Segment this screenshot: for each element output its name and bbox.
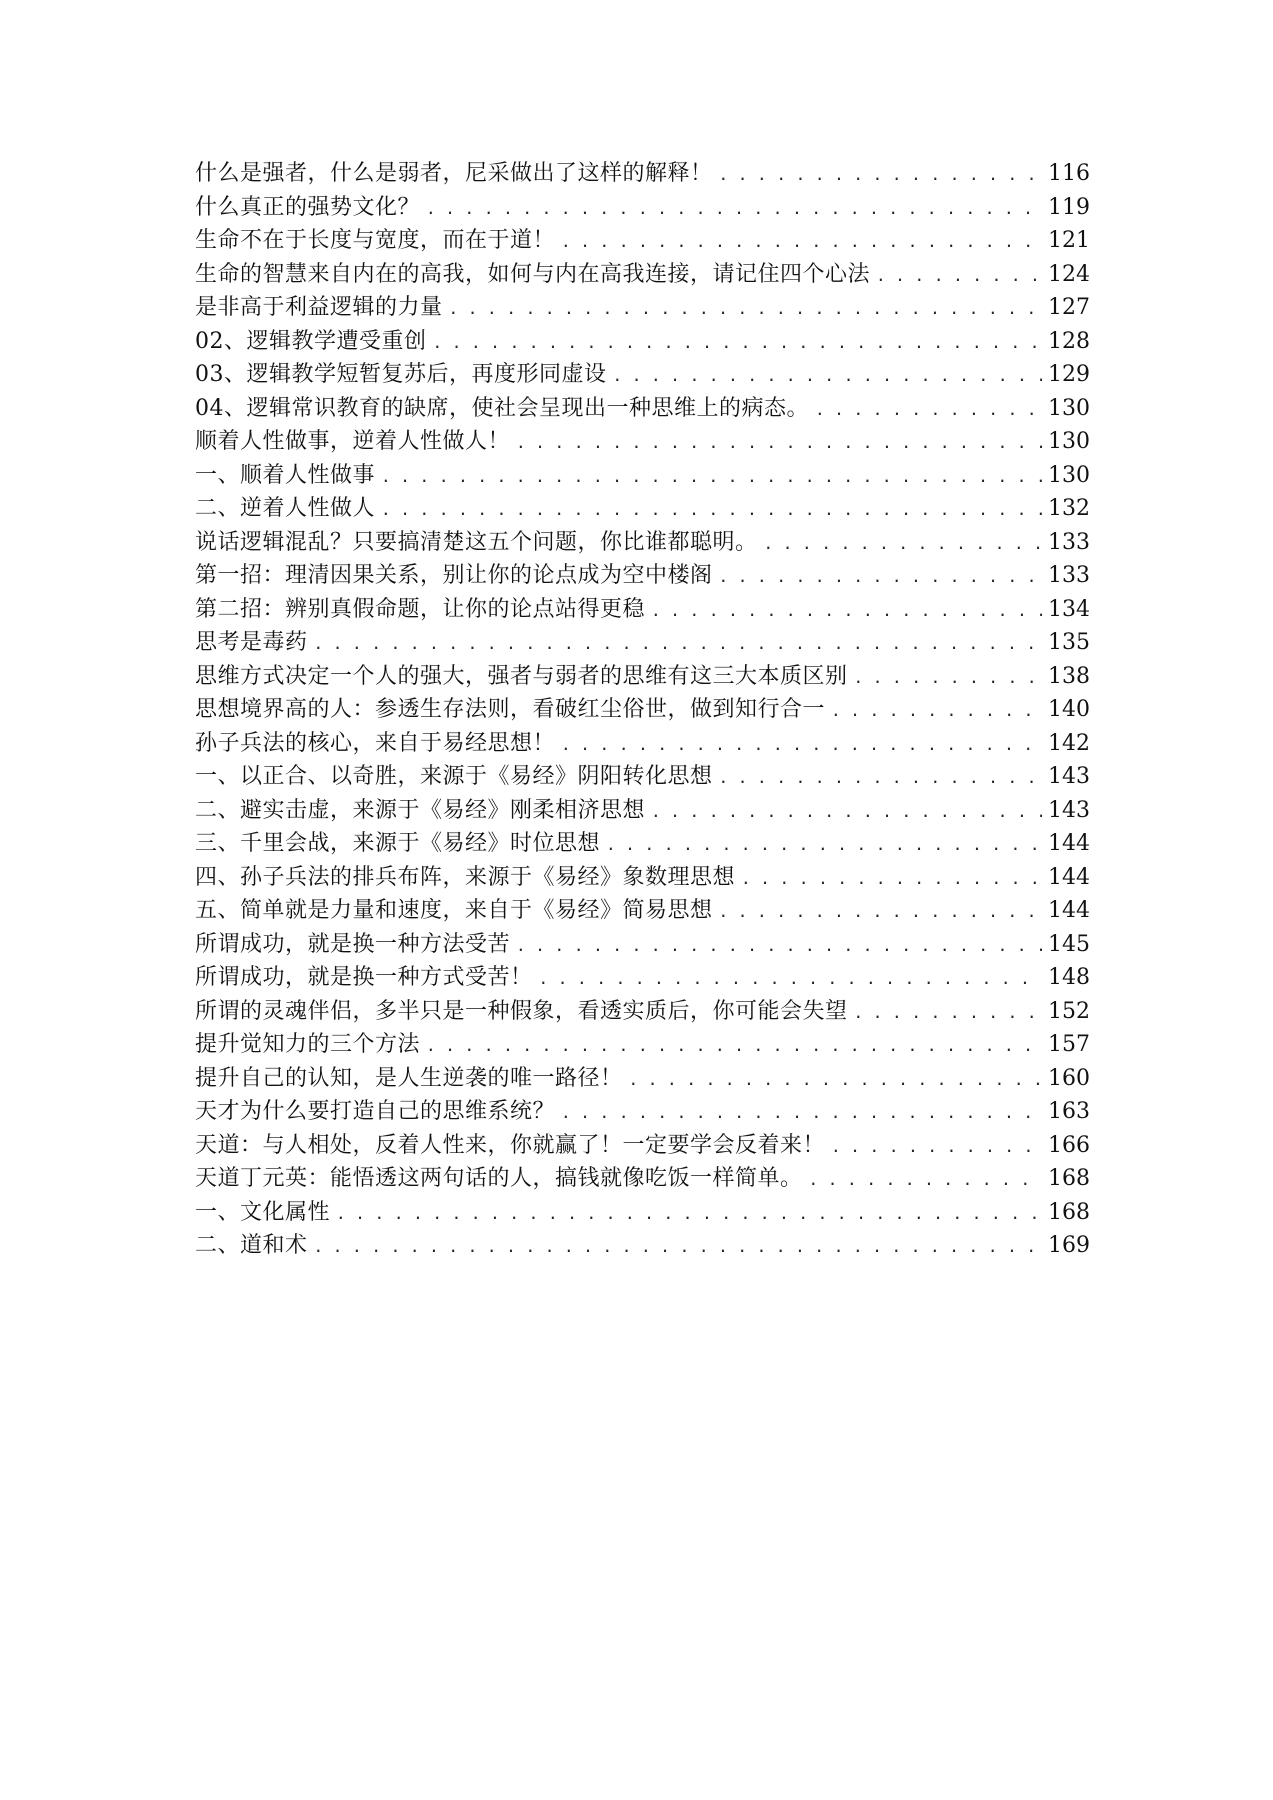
- toc-entry-page-number: 140: [1048, 697, 1090, 722]
- toc-entry-page-number: 144: [1048, 898, 1090, 923]
- toc-entry-title: 04、逻辑常识教育的缺席，使社会呈现出一种思维上的病态。: [195, 395, 809, 421]
- toc-dot-leader: [314, 1230, 1042, 1264]
- toc-entry[interactable]: [195, 157, 1090, 191]
- toc-entry-title: 说话逻辑混乱？只要搞清楚这五个问题，你比谁都聪明。: [195, 529, 758, 555]
- toc-entry[interactable]: [195, 1095, 1090, 1129]
- toc-entry-page-number: 130: [1048, 429, 1090, 454]
- toc-entry-title: 是非高于利益逻辑的力量: [195, 295, 443, 320]
- toc-dot-leader: [561, 225, 1042, 259]
- toc-entry-title: 所谓成功，就是换一种方式受苦！: [195, 965, 533, 990]
- toc-entry-page-number: 160: [1048, 1065, 1090, 1091]
- toc-dot-leader: [809, 1163, 1042, 1197]
- toc-entry-title: 天道：与人相处，反着人性来，你就赢了！一定要学会反着来！: [195, 1132, 826, 1158]
- toc-entry[interactable]: [195, 660, 1090, 694]
- toc-entry-title: 五、简单就是力量和速度，来自于《易经》简易思想: [195, 898, 713, 923]
- toc-entry[interactable]: [195, 593, 1090, 627]
- toc-entry[interactable]: [195, 861, 1090, 895]
- toc-entry-page-number: 128: [1048, 328, 1090, 354]
- toc-entry-title: 孙子兵法的核心，来自于易经思想！: [195, 730, 556, 756]
- toc-entry-title: 一、以正合、以奇胜，来源于《易经》阴阳转化思想: [195, 764, 713, 789]
- toc-entry[interactable]: [195, 459, 1090, 493]
- toc-entry[interactable]: [195, 1028, 1090, 1062]
- toc-entry[interactable]: [195, 995, 1090, 1029]
- toc-entry-title: 什么是强者，什么是弱者，尼采做出了这样的解释！: [195, 161, 713, 186]
- toc-dot-leader: [651, 594, 1042, 628]
- toc-entry-page-number: 166: [1048, 1132, 1090, 1158]
- toc-entry-page-number: 144: [1048, 831, 1090, 856]
- toc-entry[interactable]: [195, 1129, 1090, 1163]
- toc-entry-title: 一、文化属性: [195, 1199, 331, 1225]
- toc-entry-page-number: 133: [1048, 529, 1090, 555]
- toc-dot-leader: [381, 460, 1042, 494]
- toc-entry-page-number: 133: [1048, 563, 1090, 588]
- toc-entry-title: 二、逆着人性做人: [195, 496, 376, 521]
- toc-entry[interactable]: [195, 224, 1090, 258]
- toc-entry[interactable]: [195, 894, 1090, 928]
- toc-entry-page-number: 142: [1048, 730, 1090, 756]
- toc-dot-leader: [433, 326, 1043, 360]
- toc-entry-title: 所谓成功，就是换一种方法受苦: [195, 931, 511, 957]
- toc-entry-page-number: 152: [1048, 998, 1090, 1024]
- toc-entry-page-number: 134: [1048, 596, 1090, 622]
- toc-entry[interactable]: [195, 492, 1090, 526]
- toc-dot-leader: [613, 359, 1043, 393]
- toc-entry-page-number: 143: [1048, 764, 1090, 789]
- table-of-contents: [195, 157, 1090, 1263]
- toc-dot-leader: [314, 627, 1042, 661]
- toc-entry-title: 二、避实击虚，来源于《易经》刚柔相济思想: [195, 797, 646, 823]
- toc-entry-title: 所谓的灵魂伴侣，多半只是一种假象，看透实质后，你可能会失望: [195, 998, 848, 1024]
- toc-entry[interactable]: [195, 392, 1090, 426]
- toc-dot-leader: [381, 493, 1042, 527]
- toc-entry[interactable]: [195, 526, 1090, 560]
- toc-entry-title: 顺着人性做事，逆着人性做人！: [195, 429, 511, 454]
- toc-dot-leader: [629, 1063, 1042, 1097]
- toc-entry-page-number: 148: [1048, 965, 1090, 990]
- toc-dot-leader: [426, 1029, 1042, 1063]
- toc-dot-leader: [719, 761, 1042, 795]
- toc-dot-leader: [516, 426, 1042, 460]
- toc-dot-leader: [561, 1096, 1042, 1130]
- toc-entry-title: 生命的智慧来自内在的高我，如何与内在高我连接，请记住四个心法: [195, 261, 871, 287]
- toc-entry-page-number: 135: [1048, 630, 1090, 655]
- toc-entry-page-number: 138: [1048, 663, 1090, 689]
- toc-entry[interactable]: [195, 727, 1090, 761]
- toc-entry-title: 三、千里会战，来源于《易经》时位思想: [195, 831, 601, 856]
- toc-entry-page-number: 116: [1048, 161, 1090, 186]
- toc-entry-title: 第二招：辨别真假命题，让你的论点站得更稳: [195, 596, 646, 622]
- toc-entry[interactable]: [195, 1229, 1090, 1263]
- toc-entry-page-number: 143: [1048, 797, 1090, 823]
- toc-entry[interactable]: [195, 1196, 1090, 1230]
- toc-dot-leader: [741, 862, 1042, 896]
- toc-dot-leader: [815, 393, 1042, 427]
- toc-entry[interactable]: [195, 1162, 1090, 1196]
- toc-entry[interactable]: [195, 325, 1090, 359]
- toc-entry-page-number: 121: [1048, 228, 1090, 253]
- toc-entry-title: 天道丁元英：能悟透这两句话的人，搞钱就像吃饭一样简单。: [195, 1166, 803, 1191]
- toc-entry[interactable]: [195, 794, 1090, 828]
- toc-entry-page-number: 163: [1048, 1099, 1090, 1124]
- toc-entry[interactable]: [195, 1062, 1090, 1096]
- toc-entry-page-number: 130: [1048, 395, 1090, 421]
- toc-entry[interactable]: [195, 559, 1090, 593]
- toc-dot-leader: [606, 828, 1042, 862]
- toc-entry-title: 什么真正的强势文化？: [195, 194, 421, 220]
- toc-entry-title: 四、孙子兵法的排兵布阵，来源于《易经》象数理思想: [195, 864, 736, 890]
- toc-entry-title: 思考是毒药: [195, 630, 308, 655]
- toc-dot-leader: [426, 192, 1042, 226]
- toc-dot-leader: [831, 694, 1042, 728]
- toc-dot-leader: [516, 929, 1042, 963]
- toc-entry-page-number: 169: [1048, 1233, 1090, 1258]
- toc-entry[interactable]: [195, 961, 1090, 995]
- toc-entry-title: 一、顺着人性做事: [195, 462, 376, 488]
- toc-dot-leader: [651, 795, 1042, 829]
- toc-entry[interactable]: [195, 760, 1090, 794]
- toc-entry[interactable]: [195, 693, 1090, 727]
- toc-entry[interactable]: [195, 928, 1090, 962]
- toc-entry-page-number: 168: [1048, 1166, 1090, 1191]
- toc-dot-leader: [719, 895, 1042, 929]
- toc-dot-leader: [854, 661, 1042, 695]
- toc-entry-title: 提升自己的认知，是人生逆袭的唯一路径！: [195, 1065, 623, 1091]
- toc-dot-leader: [539, 962, 1042, 996]
- toc-entry-page-number: 144: [1048, 864, 1090, 890]
- toc-dot-leader: [561, 728, 1042, 762]
- toc-entry[interactable]: [195, 191, 1090, 225]
- toc-entry-title: 思想境界高的人：参透生存法则，看破红尘俗世，做到知行合一: [195, 697, 826, 722]
- toc-dot-leader: [449, 292, 1042, 326]
- toc-entry-page-number: 127: [1048, 295, 1090, 320]
- toc-dot-leader: [831, 1130, 1042, 1164]
- toc-dot-leader: [719, 560, 1042, 594]
- toc-entry-page-number: 157: [1048, 1032, 1090, 1057]
- toc-entry[interactable]: [195, 827, 1090, 861]
- toc-entry-page-number: 119: [1048, 194, 1090, 220]
- toc-entry-page-number: 132: [1048, 496, 1090, 521]
- toc-entry-page-number: 145: [1048, 931, 1090, 957]
- toc-dot-leader: [764, 527, 1042, 561]
- toc-dot-leader: [336, 1197, 1042, 1231]
- toc-entry[interactable]: [195, 291, 1090, 325]
- toc-entry[interactable]: [195, 425, 1090, 459]
- toc-entry-page-number: 168: [1048, 1199, 1090, 1225]
- toc-entry-title: 思维方式决定一个人的强大，强者与弱者的思维有这三大本质区别: [195, 663, 848, 689]
- toc-dot-leader: [719, 158, 1042, 192]
- toc-entry-title: 提升觉知力的三个方法: [195, 1032, 421, 1057]
- toc-entry[interactable]: [195, 626, 1090, 660]
- toc-entry-page-number: 130: [1048, 462, 1090, 488]
- toc-entry-title: 天才为什么要打造自己的思维系统？: [195, 1099, 556, 1124]
- toc-entry-page-number: 129: [1048, 362, 1090, 387]
- toc-entry-title: 第一招：理清因果关系，别让你的论点成为空中楼阁: [195, 563, 713, 588]
- toc-dot-leader: [876, 259, 1042, 293]
- toc-entry-title: 02、逻辑教学遭受重创: [195, 328, 427, 354]
- toc-entry[interactable]: [195, 358, 1090, 392]
- toc-dot-leader: [854, 996, 1042, 1030]
- toc-entry-title: 生命不在于长度与宽度，而在于道！: [195, 228, 556, 253]
- toc-entry-title: 二、道和术: [195, 1233, 308, 1258]
- toc-entry-title: 03、逻辑教学短暂复苏后，再度形同虚设: [195, 362, 607, 387]
- toc-entry[interactable]: [195, 258, 1090, 292]
- toc-entry-page-number: 124: [1048, 261, 1090, 287]
